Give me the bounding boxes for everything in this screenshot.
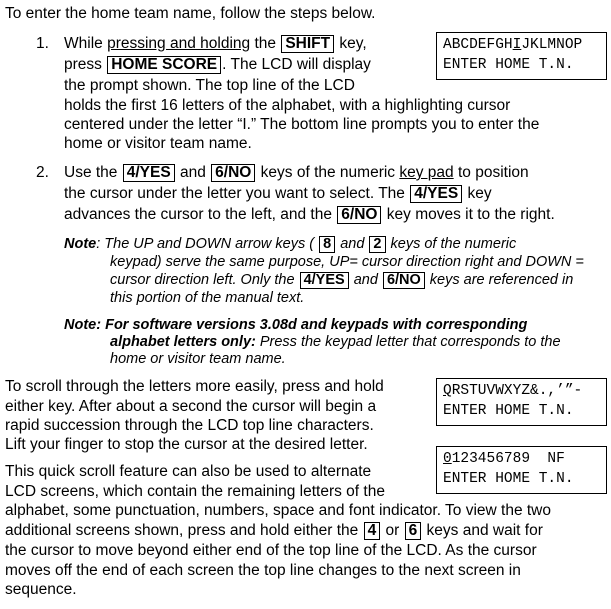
step1-number: 1.	[36, 35, 49, 52]
step1-line3: the prompt shown. The top line of the LCD	[64, 77, 355, 94]
step2-line1: Use the 4/YES and 6/NO keys of the numeric key pad to position	[64, 164, 529, 181]
quick-line5: the cursor to move beyond either end of the top line of the LCD. As the cursor	[5, 542, 537, 559]
lcd2-bottom-line: ENTER HOME T.N.	[443, 403, 574, 419]
note2-line2: alphabet letters only: Press the keypad letter that corresponds to the	[110, 334, 561, 350]
lcd-display-3	[436, 446, 607, 494]
scroll-line1: To scroll through the letters more easily, press and hold	[5, 378, 384, 395]
key-6: 6	[405, 522, 422, 540]
note1-line3: cursor direction left. Only the 4/YES and 6/NO keys are referenced in	[110, 272, 574, 288]
step2-line2: the cursor under the letter you want to select. The 4/YES key	[64, 185, 492, 202]
yes-key: 4/YES	[410, 185, 462, 203]
quick-line4: additional screens shown, press and hold either the 4 or 6 keys and wait for	[5, 522, 543, 539]
key-2: 2	[369, 236, 385, 253]
yes-key: 4/YES	[300, 272, 349, 289]
step1-line1: While pressing and holding the SHIFT key,	[64, 35, 367, 52]
quick-line3: alphabet, some punctuation, numbers, space and font indicator. To view the two	[5, 502, 551, 519]
note1-line1: Note: The UP and DOWN arrow keys ( 8 and 2 keys of the numeric	[64, 236, 517, 252]
lcd2-top-line: QRSTUVWXYZ&.,’”-	[443, 383, 583, 399]
scroll-line3: rapid succession through the LCD top line characters.	[5, 417, 374, 434]
intro-text: To enter the home team name, follow the steps below.	[5, 5, 376, 22]
key-4: 4	[364, 522, 381, 540]
shift-key: SHIFT	[281, 35, 334, 53]
note2-line1: Note: For software versions 3.08d and keypads with corresponding	[64, 317, 528, 333]
note2-line3: home or visitor team name.	[110, 351, 286, 367]
step2-number: 2.	[36, 164, 49, 181]
scroll-line2: either key. After about a second the cursor will begin a	[5, 398, 377, 415]
yes-key: 4/YES	[123, 164, 175, 182]
quick-line2: LCD screens, which contain the remaining letters of the	[5, 483, 385, 500]
lcd3-bottom-line: ENTER HOME T.N.	[443, 471, 574, 487]
step1-line4: holds the first 16 letters of the alphabet, with a highlighting cursor	[64, 97, 511, 114]
home-score-key: HOME SCORE	[107, 56, 221, 74]
no-key: 6/NO	[337, 206, 381, 224]
scroll-line4: Lift your finger to stop the cursor at the desired letter.	[5, 436, 368, 453]
quick-line1: This quick scroll feature can also be used to alternate	[5, 463, 372, 480]
lcd1-top-line: ABCDEFGHIJKLMNOP	[443, 37, 583, 53]
quick-line7: sequence.	[5, 581, 77, 598]
no-key: 6/NO	[211, 164, 255, 182]
step1-line2: press HOME SCORE . The LCD will display	[64, 56, 371, 73]
no-key: 6/NO	[383, 272, 425, 289]
step2-line3: advances the cursor to the left, and the 6/NO key moves it to the right.	[64, 206, 555, 223]
key-8: 8	[319, 236, 335, 253]
quick-line6: moves off the end of each screen the top line changes to the next screen in	[5, 562, 521, 579]
note1-line2: keypad) serve the same purpose, UP= cursor direction right and DOWN =	[110, 254, 584, 270]
step1-line5: centered under the letter “I.” The bottom line prompts you to enter the	[64, 116, 540, 133]
lcd1-bottom-line: ENTER HOME T.N.	[443, 57, 574, 73]
lcd3-top-line: 0123456789 NF	[443, 451, 565, 467]
lcd-display-2	[436, 378, 607, 426]
note1-line4: this portion of the manual text.	[110, 290, 305, 306]
step1-line6: home or visitor team name.	[64, 135, 252, 152]
lcd-display-1	[436, 32, 607, 80]
